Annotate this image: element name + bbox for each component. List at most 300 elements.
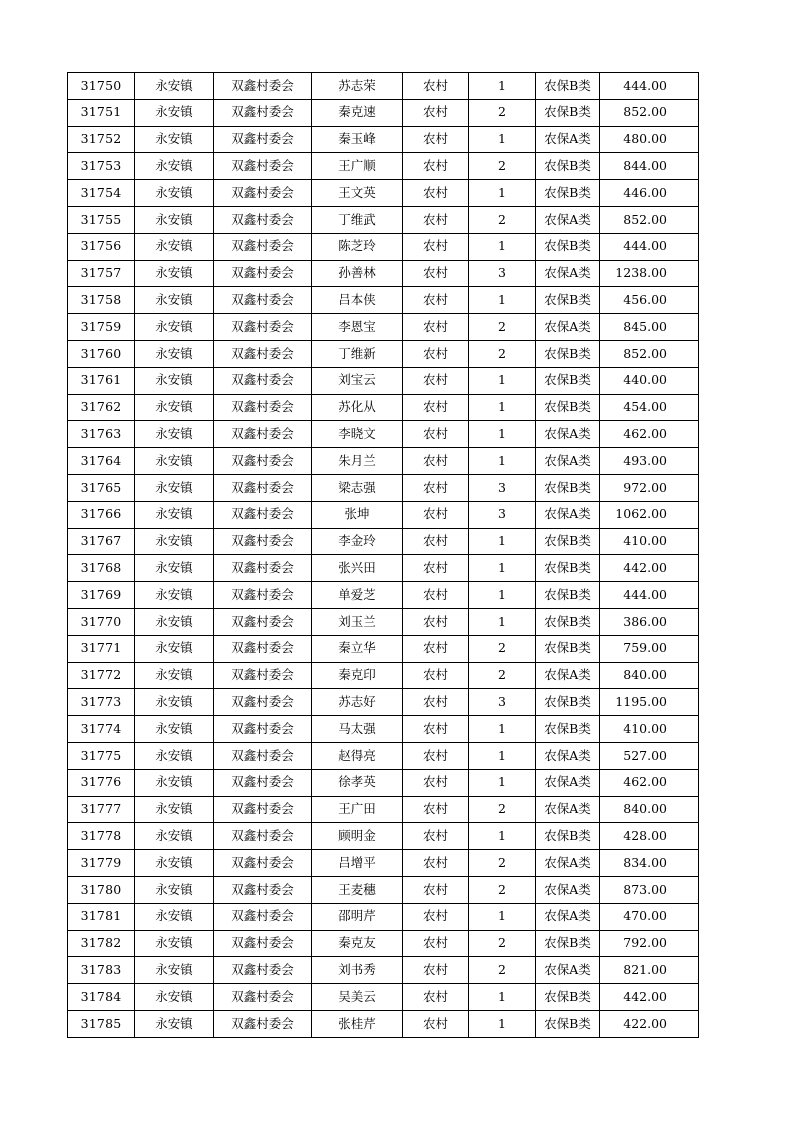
amount-cell: 444.00 [600, 73, 699, 100]
record-id-cell: 31760 [68, 340, 135, 367]
record-id-cell: 31764 [68, 448, 135, 475]
area-type-cell: 农村 [403, 153, 469, 180]
table-body [68, 73, 699, 1038]
person-name-cell: 苏志荣 [312, 73, 403, 100]
category-cell: 农保A类 [536, 448, 600, 475]
category-cell: 农保A类 [536, 850, 600, 877]
person-name-cell: 徐孝英 [312, 769, 403, 796]
table-row [68, 314, 699, 341]
count-cell: 1 [469, 126, 536, 153]
committee-cell: 双鑫村委会 [214, 635, 312, 662]
amount-cell: 462.00 [600, 769, 699, 796]
amount-cell: 759.00 [600, 635, 699, 662]
category-cell: 农保A类 [536, 501, 600, 528]
amount-cell: 873.00 [600, 876, 699, 903]
category-cell: 农保B类 [536, 635, 600, 662]
record-id-cell: 31763 [68, 421, 135, 448]
committee-cell: 双鑫村委会 [214, 501, 312, 528]
town-cell: 永安镇 [135, 233, 214, 260]
category-cell: 农保B类 [536, 823, 600, 850]
person-name-cell: 单爱芝 [312, 582, 403, 609]
category-cell: 农保B类 [536, 367, 600, 394]
amount-cell: 428.00 [600, 823, 699, 850]
record-id-cell: 31751 [68, 99, 135, 126]
table-row [68, 260, 699, 287]
record-id-cell: 31784 [68, 984, 135, 1011]
category-cell: 农保B类 [536, 689, 600, 716]
person-name-cell: 马太强 [312, 716, 403, 743]
area-type-cell: 农村 [403, 448, 469, 475]
town-cell: 永安镇 [135, 99, 214, 126]
table-row [68, 555, 699, 582]
person-name-cell: 王广顺 [312, 153, 403, 180]
committee-cell: 双鑫村委会 [214, 984, 312, 1011]
table-row [68, 689, 699, 716]
area-type-cell: 农村 [403, 662, 469, 689]
category-cell: 农保B类 [536, 1010, 600, 1037]
record-id-cell: 31762 [68, 394, 135, 421]
record-id-cell: 31776 [68, 769, 135, 796]
record-id-cell: 31774 [68, 716, 135, 743]
record-id-cell: 31783 [68, 957, 135, 984]
person-name-cell: 秦克印 [312, 662, 403, 689]
count-cell: 1 [469, 555, 536, 582]
count-cell: 3 [469, 689, 536, 716]
person-name-cell: 吴美云 [312, 984, 403, 1011]
town-cell: 永安镇 [135, 367, 214, 394]
category-cell: 农保B类 [536, 474, 600, 501]
area-type-cell: 农村 [403, 984, 469, 1011]
area-type-cell: 农村 [403, 796, 469, 823]
record-id-cell: 31775 [68, 742, 135, 769]
count-cell: 3 [469, 260, 536, 287]
record-id-cell: 31785 [68, 1010, 135, 1037]
count-cell: 2 [469, 662, 536, 689]
town-cell: 永安镇 [135, 850, 214, 877]
category-cell: 农保B类 [536, 233, 600, 260]
person-name-cell: 王文英 [312, 180, 403, 207]
benefit-table [67, 72, 699, 1038]
person-name-cell: 苏化从 [312, 394, 403, 421]
record-id-cell: 31757 [68, 260, 135, 287]
committee-cell: 双鑫村委会 [214, 742, 312, 769]
town-cell: 永安镇 [135, 206, 214, 233]
committee-cell: 双鑫村委会 [214, 340, 312, 367]
record-id-cell: 31761 [68, 367, 135, 394]
record-id-cell: 31752 [68, 126, 135, 153]
table-row [68, 1010, 699, 1037]
record-id-cell: 31773 [68, 689, 135, 716]
amount-cell: 446.00 [600, 180, 699, 207]
table-row [68, 930, 699, 957]
count-cell: 2 [469, 153, 536, 180]
committee-cell: 双鑫村委会 [214, 287, 312, 314]
table-row [68, 796, 699, 823]
area-type-cell: 农村 [403, 474, 469, 501]
record-id-cell: 31778 [68, 823, 135, 850]
table-row [68, 716, 699, 743]
amount-cell: 480.00 [600, 126, 699, 153]
count-cell: 1 [469, 421, 536, 448]
person-name-cell: 赵得亮 [312, 742, 403, 769]
count-cell: 2 [469, 99, 536, 126]
person-name-cell: 陈芝玲 [312, 233, 403, 260]
record-id-cell: 31779 [68, 850, 135, 877]
count-cell: 1 [469, 582, 536, 609]
town-cell: 永安镇 [135, 823, 214, 850]
category-cell: 农保A类 [536, 206, 600, 233]
category-cell: 农保A类 [536, 796, 600, 823]
count-cell: 1 [469, 448, 536, 475]
record-id-cell: 31780 [68, 876, 135, 903]
amount-cell: 462.00 [600, 421, 699, 448]
amount-cell: 852.00 [600, 99, 699, 126]
person-name-cell: 苏志好 [312, 689, 403, 716]
amount-cell: 444.00 [600, 233, 699, 260]
count-cell: 2 [469, 876, 536, 903]
category-cell: 农保A类 [536, 662, 600, 689]
category-cell: 农保B类 [536, 287, 600, 314]
count-cell: 1 [469, 769, 536, 796]
table-row [68, 99, 699, 126]
count-cell: 1 [469, 287, 536, 314]
category-cell: 农保B类 [536, 930, 600, 957]
town-cell: 永安镇 [135, 796, 214, 823]
amount-cell: 792.00 [600, 930, 699, 957]
record-id-cell: 31782 [68, 930, 135, 957]
record-id-cell: 31772 [68, 662, 135, 689]
area-type-cell: 农村 [403, 903, 469, 930]
table-row [68, 769, 699, 796]
committee-cell: 双鑫村委会 [214, 796, 312, 823]
person-name-cell: 王广田 [312, 796, 403, 823]
area-type-cell: 农村 [403, 742, 469, 769]
amount-cell: 840.00 [600, 796, 699, 823]
category-cell: 农保B类 [536, 555, 600, 582]
town-cell: 永安镇 [135, 984, 214, 1011]
record-id-cell: 31755 [68, 206, 135, 233]
area-type-cell: 农村 [403, 876, 469, 903]
count-cell: 1 [469, 367, 536, 394]
town-cell: 永安镇 [135, 501, 214, 528]
table-row [68, 742, 699, 769]
area-type-cell: 农村 [403, 528, 469, 555]
amount-cell: 442.00 [600, 555, 699, 582]
area-type-cell: 农村 [403, 501, 469, 528]
town-cell: 永安镇 [135, 448, 214, 475]
committee-cell: 双鑫村委会 [214, 126, 312, 153]
committee-cell: 双鑫村委会 [214, 903, 312, 930]
town-cell: 永安镇 [135, 742, 214, 769]
category-cell: 农保B类 [536, 180, 600, 207]
area-type-cell: 农村 [403, 367, 469, 394]
committee-cell: 双鑫村委会 [214, 314, 312, 341]
table-row [68, 957, 699, 984]
category-cell: 农保B类 [536, 984, 600, 1011]
town-cell: 永安镇 [135, 474, 214, 501]
committee-cell: 双鑫村委会 [214, 73, 312, 100]
record-id-cell: 31781 [68, 903, 135, 930]
area-type-cell: 农村 [403, 769, 469, 796]
town-cell: 永安镇 [135, 1010, 214, 1037]
person-name-cell: 秦立华 [312, 635, 403, 662]
committee-cell: 双鑫村委会 [214, 608, 312, 635]
committee-cell: 双鑫村委会 [214, 957, 312, 984]
amount-cell: 844.00 [600, 153, 699, 180]
person-name-cell: 朱月兰 [312, 448, 403, 475]
committee-cell: 双鑫村委会 [214, 662, 312, 689]
committee-cell: 双鑫村委会 [214, 474, 312, 501]
count-cell: 1 [469, 903, 536, 930]
category-cell: 农保A类 [536, 903, 600, 930]
record-id-cell: 31754 [68, 180, 135, 207]
table-row [68, 180, 699, 207]
amount-cell: 1062.00 [600, 501, 699, 528]
table-row [68, 501, 699, 528]
person-name-cell: 张桂芹 [312, 1010, 403, 1037]
person-name-cell: 张坤 [312, 501, 403, 528]
committee-cell: 双鑫村委会 [214, 448, 312, 475]
town-cell: 永安镇 [135, 126, 214, 153]
record-id-cell: 31765 [68, 474, 135, 501]
amount-cell: 442.00 [600, 984, 699, 1011]
area-type-cell: 农村 [403, 394, 469, 421]
table-row [68, 582, 699, 609]
category-cell: 农保A类 [536, 260, 600, 287]
table-row [68, 367, 699, 394]
committee-cell: 双鑫村委会 [214, 233, 312, 260]
committee-cell: 双鑫村委会 [214, 206, 312, 233]
amount-cell: 1238.00 [600, 260, 699, 287]
category-cell: 农保B类 [536, 340, 600, 367]
category-cell: 农保B类 [536, 528, 600, 555]
record-id-cell: 31758 [68, 287, 135, 314]
town-cell: 永安镇 [135, 153, 214, 180]
town-cell: 永安镇 [135, 314, 214, 341]
count-cell: 3 [469, 501, 536, 528]
category-cell: 农保B类 [536, 716, 600, 743]
category-cell: 农保B类 [536, 608, 600, 635]
table-row [68, 984, 699, 1011]
amount-cell: 422.00 [600, 1010, 699, 1037]
table-row [68, 635, 699, 662]
amount-cell: 386.00 [600, 608, 699, 635]
amount-cell: 845.00 [600, 314, 699, 341]
count-cell: 1 [469, 742, 536, 769]
person-name-cell: 王麦穗 [312, 876, 403, 903]
town-cell: 永安镇 [135, 287, 214, 314]
town-cell: 永安镇 [135, 528, 214, 555]
table-row [68, 73, 699, 100]
count-cell: 1 [469, 528, 536, 555]
table-row [68, 448, 699, 475]
record-id-cell: 31777 [68, 796, 135, 823]
person-name-cell: 李晓文 [312, 421, 403, 448]
category-cell: 农保A类 [536, 769, 600, 796]
area-type-cell: 农村 [403, 555, 469, 582]
category-cell: 农保A类 [536, 314, 600, 341]
committee-cell: 双鑫村委会 [214, 555, 312, 582]
area-type-cell: 农村 [403, 206, 469, 233]
table-row [68, 823, 699, 850]
person-name-cell: 秦克速 [312, 99, 403, 126]
count-cell: 2 [469, 957, 536, 984]
committee-cell: 双鑫村委会 [214, 930, 312, 957]
table-row [68, 474, 699, 501]
amount-cell: 972.00 [600, 474, 699, 501]
person-name-cell: 邵明芹 [312, 903, 403, 930]
count-cell: 1 [469, 233, 536, 260]
person-name-cell: 丁维武 [312, 206, 403, 233]
count-cell: 1 [469, 608, 536, 635]
category-cell: 农保A类 [536, 742, 600, 769]
area-type-cell: 农村 [403, 314, 469, 341]
record-id-cell: 31768 [68, 555, 135, 582]
count-cell: 2 [469, 796, 536, 823]
table-row [68, 876, 699, 903]
amount-cell: 444.00 [600, 582, 699, 609]
category-cell: 农保B类 [536, 153, 600, 180]
count-cell: 2 [469, 206, 536, 233]
area-type-cell: 农村 [403, 260, 469, 287]
town-cell: 永安镇 [135, 716, 214, 743]
count-cell: 1 [469, 984, 536, 1011]
table-row [68, 421, 699, 448]
record-id-cell: 31771 [68, 635, 135, 662]
table-row [68, 528, 699, 555]
area-type-cell: 农村 [403, 99, 469, 126]
amount-cell: 821.00 [600, 957, 699, 984]
amount-cell: 470.00 [600, 903, 699, 930]
amount-cell: 852.00 [600, 340, 699, 367]
town-cell: 永安镇 [135, 394, 214, 421]
town-cell: 永安镇 [135, 769, 214, 796]
amount-cell: 527.00 [600, 742, 699, 769]
count-cell: 2 [469, 314, 536, 341]
area-type-cell: 农村 [403, 233, 469, 260]
area-type-cell: 农村 [403, 180, 469, 207]
count-cell: 2 [469, 635, 536, 662]
count-cell: 2 [469, 930, 536, 957]
town-cell: 永安镇 [135, 180, 214, 207]
area-type-cell: 农村 [403, 850, 469, 877]
amount-cell: 852.00 [600, 206, 699, 233]
town-cell: 永安镇 [135, 340, 214, 367]
table-row [68, 233, 699, 260]
table-row [68, 287, 699, 314]
area-type-cell: 农村 [403, 126, 469, 153]
table-row [68, 850, 699, 877]
amount-cell: 454.00 [600, 394, 699, 421]
table-row [68, 394, 699, 421]
table-row [68, 126, 699, 153]
committee-cell: 双鑫村委会 [214, 689, 312, 716]
person-name-cell: 刘玉兰 [312, 608, 403, 635]
count-cell: 2 [469, 850, 536, 877]
category-cell: 农保A类 [536, 126, 600, 153]
town-cell: 永安镇 [135, 582, 214, 609]
person-name-cell: 孙善林 [312, 260, 403, 287]
record-id-cell: 31759 [68, 314, 135, 341]
count-cell: 1 [469, 180, 536, 207]
town-cell: 永安镇 [135, 957, 214, 984]
table-row [68, 340, 699, 367]
amount-cell: 410.00 [600, 528, 699, 555]
amount-cell: 493.00 [600, 448, 699, 475]
record-id-cell: 31753 [68, 153, 135, 180]
area-type-cell: 农村 [403, 823, 469, 850]
count-cell: 1 [469, 823, 536, 850]
committee-cell: 双鑫村委会 [214, 876, 312, 903]
record-id-cell: 31767 [68, 528, 135, 555]
town-cell: 永安镇 [135, 662, 214, 689]
town-cell: 永安镇 [135, 73, 214, 100]
committee-cell: 双鑫村委会 [214, 394, 312, 421]
amount-cell: 1195.00 [600, 689, 699, 716]
person-name-cell: 吕本侠 [312, 287, 403, 314]
table-row [68, 662, 699, 689]
area-type-cell: 农村 [403, 930, 469, 957]
committee-cell: 双鑫村委会 [214, 421, 312, 448]
committee-cell: 双鑫村委会 [214, 260, 312, 287]
person-name-cell: 梁志强 [312, 474, 403, 501]
committee-cell: 双鑫村委会 [214, 153, 312, 180]
record-id-cell: 31756 [68, 233, 135, 260]
category-cell: 农保A类 [536, 876, 600, 903]
committee-cell: 双鑫村委会 [214, 582, 312, 609]
person-name-cell: 刘书秀 [312, 957, 403, 984]
amount-cell: 834.00 [600, 850, 699, 877]
amount-cell: 440.00 [600, 367, 699, 394]
person-name-cell: 李金玲 [312, 528, 403, 555]
town-cell: 永安镇 [135, 635, 214, 662]
category-cell: 农保B类 [536, 73, 600, 100]
person-name-cell: 秦克友 [312, 930, 403, 957]
category-cell: 农保B类 [536, 99, 600, 126]
category-cell: 农保A类 [536, 957, 600, 984]
count-cell: 1 [469, 1010, 536, 1037]
committee-cell: 双鑫村委会 [214, 99, 312, 126]
amount-cell: 840.00 [600, 662, 699, 689]
committee-cell: 双鑫村委会 [214, 1010, 312, 1037]
table-row [68, 608, 699, 635]
person-name-cell: 张兴田 [312, 555, 403, 582]
town-cell: 永安镇 [135, 260, 214, 287]
town-cell: 永安镇 [135, 608, 214, 635]
count-cell: 2 [469, 340, 536, 367]
person-name-cell: 秦玉峰 [312, 126, 403, 153]
committee-cell: 双鑫村委会 [214, 716, 312, 743]
area-type-cell: 农村 [403, 689, 469, 716]
area-type-cell: 农村 [403, 287, 469, 314]
count-cell: 1 [469, 716, 536, 743]
count-cell: 1 [469, 394, 536, 421]
person-name-cell: 吕增平 [312, 850, 403, 877]
person-name-cell: 刘宝云 [312, 367, 403, 394]
committee-cell: 双鑫村委会 [214, 769, 312, 796]
area-type-cell: 农村 [403, 582, 469, 609]
committee-cell: 双鑫村委会 [214, 850, 312, 877]
area-type-cell: 农村 [403, 73, 469, 100]
category-cell: 农保B类 [536, 394, 600, 421]
person-name-cell: 丁维新 [312, 340, 403, 367]
amount-cell: 410.00 [600, 716, 699, 743]
record-id-cell: 31750 [68, 73, 135, 100]
amount-cell: 456.00 [600, 287, 699, 314]
count-cell: 3 [469, 474, 536, 501]
town-cell: 永安镇 [135, 555, 214, 582]
area-type-cell: 农村 [403, 421, 469, 448]
